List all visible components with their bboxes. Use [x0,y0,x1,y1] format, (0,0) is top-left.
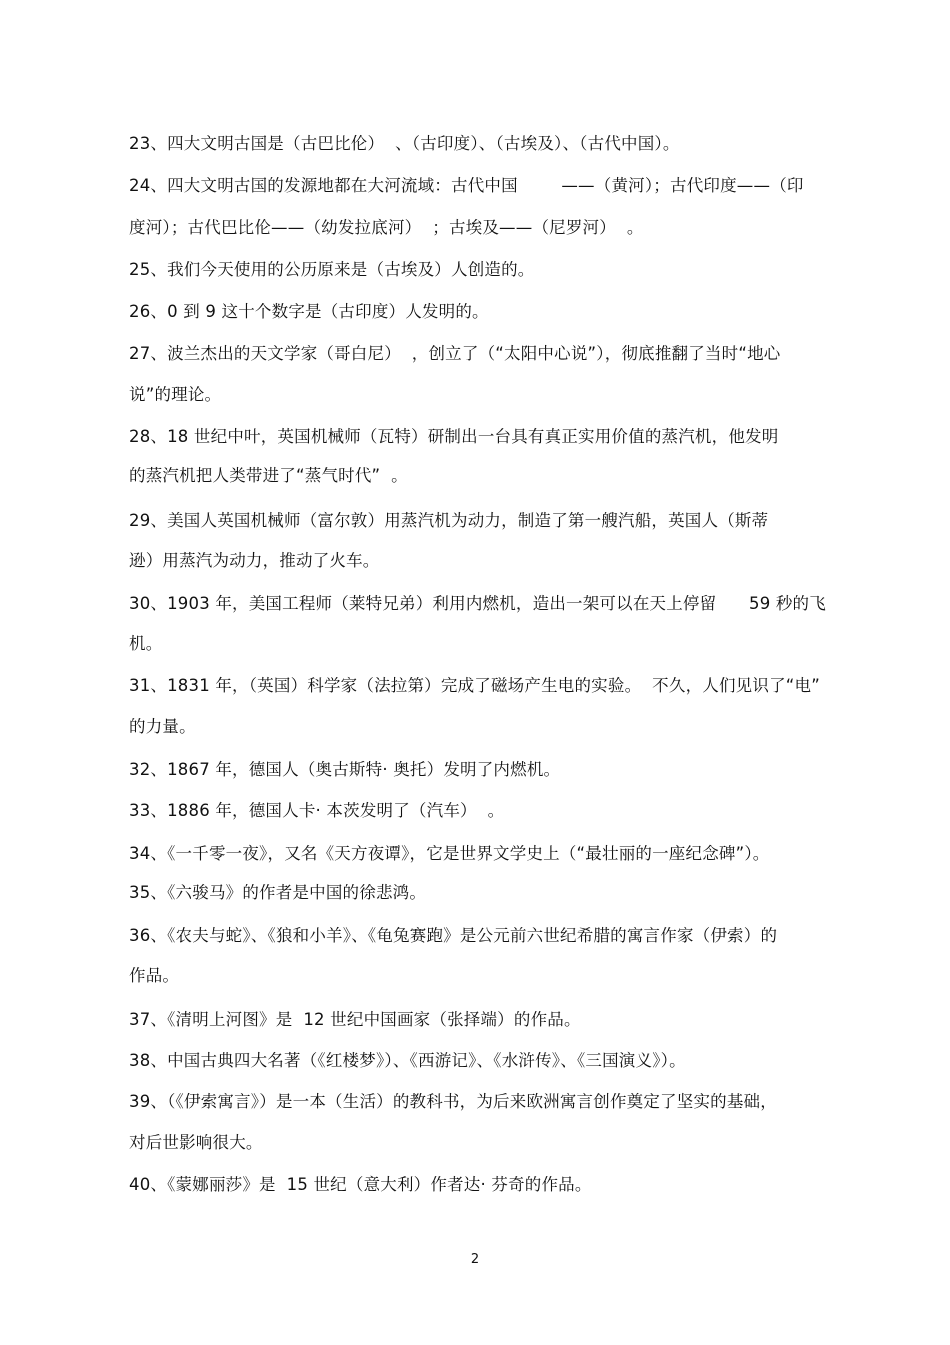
text-line: 对后世影响很大。 [129,1133,263,1152]
text-line: 25、我们今天使用的公历原来是（古埃及）人创造的。 [129,260,535,279]
text-line: 33、1886 年，德国人卡· 本茨发明了（汽车） 。 [129,801,505,820]
text-line: 32、1867 年，德国人（奥古斯特· 奥托）发明了内燃机。 [129,760,561,779]
text-line: 36、《农夫与蛇》、《狼和小羊》、《龟兔赛跑》是公元前六世纪希腊的寓言作家（伊索）的 [129,926,778,945]
text-line: 34、《一千零一夜》，又名《天方夜谭》，它是世界文学史上（“最壮丽的一座纪念碑”）。 [129,844,770,863]
text-line: 度河）；古代巴比伦——（幼发拉底河） ；古埃及——（尼罗河） 。 [129,218,644,237]
text-line: 27、波兰杰出的天文学家（哥白尼） ，创立了（“太阳中心说”），彻底推翻了当时“地心 [129,344,781,363]
text-line: 26、0 到 9 这十个数字是（古印度）人发明的。 [129,302,489,321]
text-line: 39、（《伊索寓言》）是一本（生活）的教科书，为后来欧洲寓言创作奠定了坚实的基础， [129,1092,777,1111]
text-line: 38、中国古典四大名著（《红楼梦》）、《西游记》、《水浒传》、《三国演义》）。 [129,1051,686,1070]
text-line: 23、四大文明古国是（古巴比伦） 、（古印度）、（古埃及）、（古代中国）。 [129,134,680,153]
text-line: 35、《六骏马》的作者是中国的徐悲鸿。 [129,883,427,902]
text-line: 说”的理论。 [129,385,222,404]
text-line: 逊）用蒸汽为动力，推动了火车。 [129,551,380,570]
text-line: 的力量。 [129,717,196,736]
text-line: 的蒸汽机把人类带进了“蒸气时代” 。 [129,466,408,485]
text-line: 31、1831 年，（英国）科学家（法拉第）完成了磁场产生电的实验。 不久，人们见识了“电” [129,676,820,695]
text-line: 37、《清明上河图》是 12 世纪中国画家（张择端）的作品。 [129,1010,581,1029]
text-line: 40、《蒙娜丽莎》是 15 世纪（意大利）作者达· 芬奇的作品。 [129,1175,592,1194]
page-number: 2 [470,1252,480,1267]
text-line: 28、18 世纪中叶，英国机械师（瓦特）研制出一台具有真正实用价值的蒸汽机，他发明 [129,427,779,446]
text-line: 作品。 [129,966,180,985]
text-line: 机。 [129,634,163,653]
text-line: 29、美国人英国机械师（富尔敦）用蒸汽机为动力，制造了第一艘汽船，英国人（斯蒂 [129,511,769,530]
text-line: 30、1903 年，美国工程师（莱特兄弟）利用内燃机，造出一架可以在天上停留 59 秒的飞 [129,594,826,613]
text-line: 24、四大文明古国的发源地都在大河流域：古代中国 ——（黄河）；古代印度——（印 [129,176,804,195]
